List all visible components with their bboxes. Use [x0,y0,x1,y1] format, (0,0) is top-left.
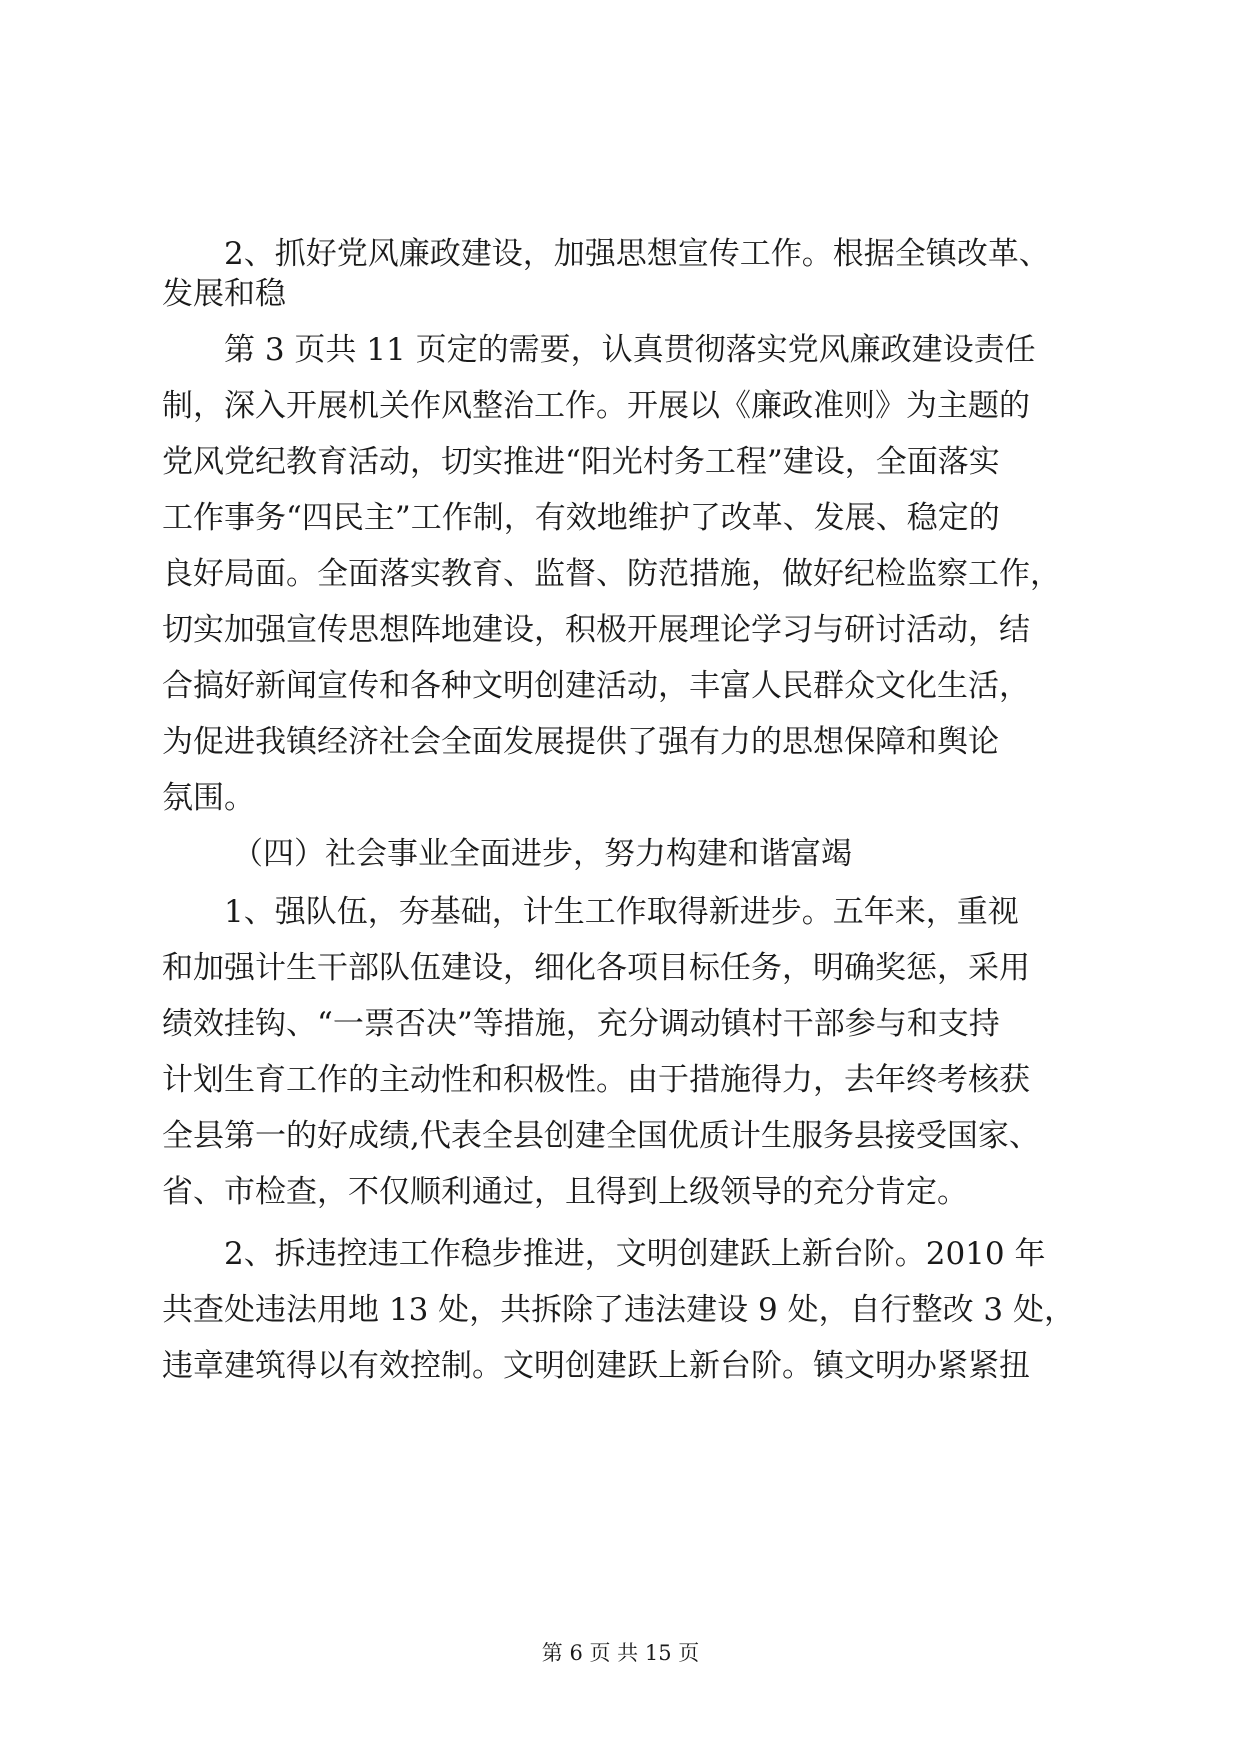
page-footer: 第 6 页 共 15 页 [541,1641,700,1665]
text-line: 绩效挂钩、“一票否决”等措施，充分调动镇村干部参与和支持 [162,1006,1000,1042]
text-line: 共查处违法用地 13 处，共拆除了违法建设 9 处，自行整改 3 处， [162,1292,1076,1328]
text-line: 和加强计生干部队伍建设，细化各项目标任务，明确奖惩，采用 [162,950,1030,986]
text-line: 氛围。 [162,780,255,816]
text-line: 发展和稳 [162,276,286,312]
text-line: 省、市检查，不仅顺利通过，且得到上级领导的充分肯定。 [162,1174,968,1210]
text-line: 为促进我镇经济社会全面发展提供了强有力的思想保障和舆论 [162,724,999,760]
section-heading: （四）社会事业全面进步，努力构建和谐富竭 [232,836,852,872]
text-line: 合搞好新闻宣传和各种文明创建活动，丰富人民群众文化生活， [162,668,1030,704]
text-line: 2、抓好党风廉政建设，加强思想宣传工作。根据全镇改革、 [224,236,1050,272]
text-line: 1、强队伍，夯基础，计生工作取得新进步。五年来，重视 [224,894,1019,930]
text-line: 制，深入开展机关作风整治工作。开展以《廉政准则》为主题的 [162,388,1030,424]
text-line: 党风党纪教育活动，切实推进“阳光村务工程”建设，全面落实 [162,444,1000,480]
text-line: 全县第一的好成绩,代表全县创建全国优质计生服务县接受国家、 [162,1118,1040,1154]
text-line: 良好局面。全面落实教育、监督、防范措施，做好纪检监察工作， [162,556,1061,592]
text-line: 切实加强宣传思想阵地建设，积极开展理论学习与研讨活动，结 [162,612,1030,648]
text-line: 第 3 页共 11 页定的需要，认真贯彻落实党风廉政建设责任 [224,332,1036,368]
text-line: 工作事务“四民主”工作制，有效地维护了改革、发展、稳定的 [162,500,1000,536]
text-line: 违章建筑得以有效控制。文明创建跃上新台阶。镇文明办紧紧扭 [162,1348,1030,1384]
text-line: 2、拆违控违工作稳步推进，文明创建跃上新台阶。2010 年 [224,1236,1046,1272]
text-line: 计划生育工作的主动性和积极性。由于措施得力，去年终考核获 [162,1062,1030,1098]
